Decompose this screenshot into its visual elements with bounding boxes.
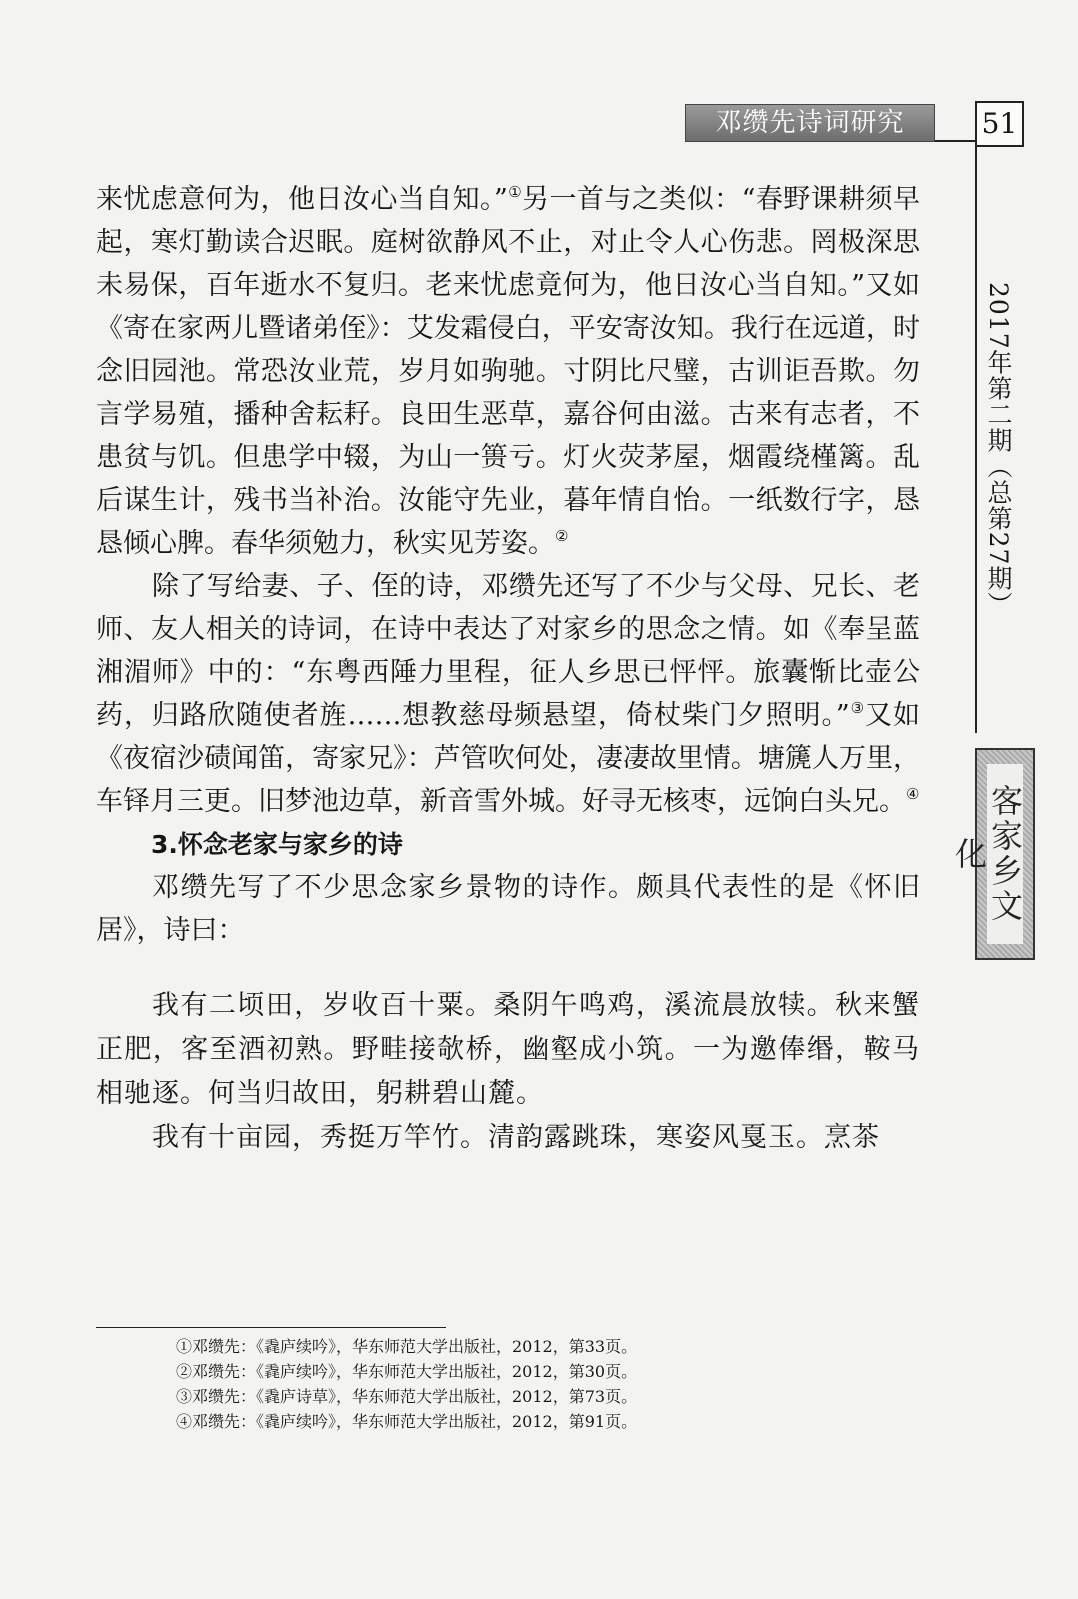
footnote-rule xyxy=(96,1327,446,1328)
calligraphy-seal xyxy=(950,748,1035,960)
paragraph-2-text-a: 除了写给妻、子、侄的诗，邓缵先还写了不少与父母、兄长、老师、友人相关的诗词，在诗中表达了对家乡的思念之情。如《奉呈蓝湘湄师》中的：“东粤西陲力里程，征人乡思已怦怦。旅囊惭比壶公药，归路欣随使者旌……想教慈母频悬望，倚杖柴门夕照明。” xyxy=(96,571,920,731)
header-rule xyxy=(935,140,975,142)
footnote-ref-1[interactable]: ① xyxy=(507,183,523,201)
running-header-label: 邓缵先诗词研究 xyxy=(685,104,935,142)
paragraph-3: 邓缵先写了不少思念家乡景物的诗作。颇具代表性的是《怀旧居》，诗曰： xyxy=(96,872,920,946)
issue-label: 2017年第二期（总第27期） xyxy=(984,282,1013,618)
footnote-ref-3[interactable]: ③ xyxy=(849,699,866,717)
footnote-ref-2[interactable]: ② xyxy=(555,527,569,545)
poem-stanza-1: 我有二顷田，岁收百十粟。桑阴午鸣鸡，溪流晨放犊。秋来蟹正肥，客至酒初熟。野畦接欹桥，幽壑成小筑。一为邀俸缗，鞍马相驰逐。何当归故田，躬耕碧山麓。 xyxy=(96,990,920,1109)
footnotes xyxy=(176,1334,876,1434)
page-number: 51 xyxy=(975,101,1024,147)
paragraph-2 xyxy=(96,565,920,823)
seal-text: 客家乡文化 xyxy=(950,784,1024,924)
footnote-1: ①邓缵先：《毳庐续吟》，华东师范大学出版社，2012，第33页。 xyxy=(176,1337,638,1356)
footnote-4: ④邓缵先：《毳庐续吟》，华东师范大学出版社，2012，第91页。 xyxy=(176,1412,638,1431)
paragraph-2-text-b: 又如《夜宿沙碛闻笛，寄家兄》：芦管吹何处，凄凄故里情。塘篪人万里，车铎月三更。旧梦池边草，新音雪外城。好寻无核枣，远饷白头兄。 xyxy=(96,700,920,817)
footnote-ref-4[interactable]: ④ xyxy=(906,785,920,803)
paragraph-1 xyxy=(96,178,920,565)
footnote-2: ②邓缵先：《毳庐续吟》，华东师范大学出版社，2012，第30页。 xyxy=(176,1362,638,1381)
footnote-3: ③邓缵先：《毳庐诗草》，华东师范大学出版社，2012，第73页。 xyxy=(176,1387,638,1406)
paragraph-1-text-a: 来忧虑意何为，他日汝心当自知。” xyxy=(96,184,508,215)
section-heading: 3.怀念老家与家乡的诗 xyxy=(151,830,403,859)
article-body xyxy=(96,178,920,1160)
poem-stanza-2: 我有十亩园，秀挺万竿竹。清韵露跳珠，寒姿风戛玉。烹茶 xyxy=(152,1122,880,1153)
seal-panel xyxy=(950,764,1024,944)
paragraph-1-text-b: 另一首与之类似：“春野课耕须早起，寒灯勤读合迟眠。庭树欲静风不止，对止令人心伤悲。罔极深思未易保，百年逝水不复归。老来忧虑竟何为，他日汝心当自知。”又如《寄在家两儿暨诸弟侄》：艾发霜侵白，平安寄汝知。我行在远道，时念旧园池。常恐汝业荒，岁月如驹驰。寸阴比尺璧，古训讵吾欺。勿言学易殖，播种舍耘耔。良田生恶草，嘉谷何由滋。古来有志者，不患贫与饥。但患学中辍，为山一篑亏。灯火荧茅屋，烟霞绕槿篱。乱后谋生计，残书当补治。汝能守先业，暮年情自怡。一纸数行字，恳恳倾心脾。春华须勉力，秋实见芳姿。 xyxy=(96,184,920,559)
